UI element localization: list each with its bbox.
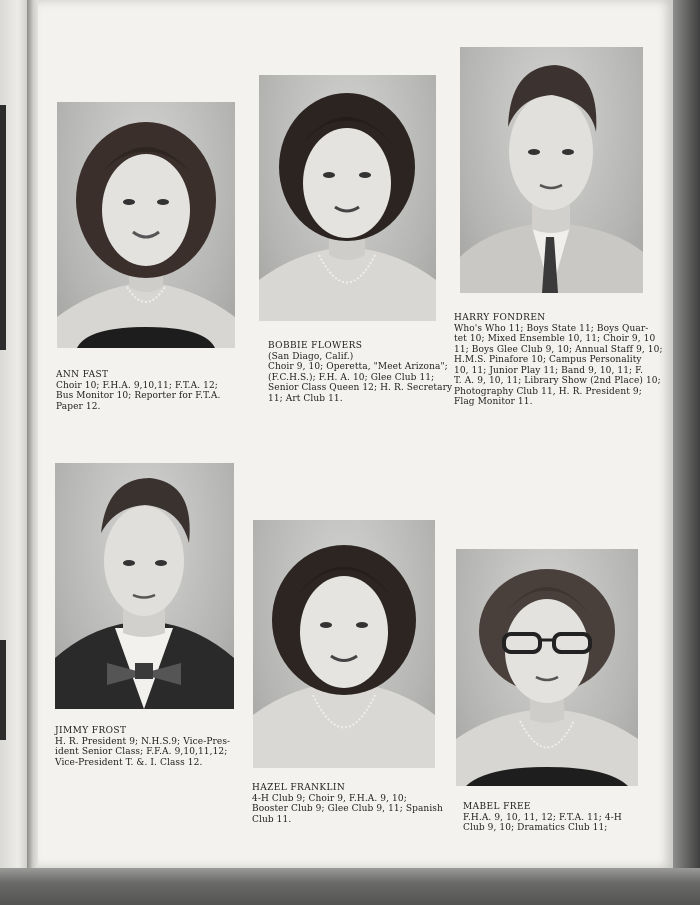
activity-line: (F.C.H.S.); F.H. A. 10; Glee Club 11; <box>268 372 435 383</box>
caption-ann-fast <box>56 370 220 412</box>
activity-line: Choir 10; F.H.A. 9,10,11; F.T.A. 12; <box>56 380 218 391</box>
portrait-harry-fondren <box>460 47 643 293</box>
caption-harry-fondren <box>454 313 663 408</box>
portrait-mabel-free <box>456 549 638 786</box>
activity-line: Vice-President T. &. I. Class 12. <box>55 757 203 768</box>
activity-line: Club 11. <box>252 814 292 825</box>
page-stack-edge <box>673 0 700 870</box>
student-name: ANN FAST <box>56 370 109 380</box>
activity-line: Bus Monitor 10; Reporter for F.T.A. <box>56 391 221 401</box>
portrait-bobbie-flowers <box>259 75 436 321</box>
portrait-jimmy-frost <box>55 463 234 709</box>
student-name: HAZEL FRANKLIN <box>252 783 346 793</box>
previous-page-mark <box>0 640 6 740</box>
caption-jimmy-frost <box>55 726 230 768</box>
activity-line: Club 9, 10; Dramatics Club 11; <box>463 823 608 833</box>
activity-line: H. R. President 9; N.H.S.9; Vice-Pres- <box>55 736 231 747</box>
activity-line: Flag Monitor 11. <box>454 397 533 407</box>
portrait-hazel-franklin <box>253 520 435 768</box>
caption-hazel-franklin <box>252 783 443 825</box>
student-name: MABEL FREE <box>463 802 531 812</box>
student-name: HARRY FONDREN <box>454 313 546 323</box>
activity-line: 11; Art Club 11. <box>268 393 343 404</box>
portrait-ann-fast <box>57 102 235 348</box>
activity-line: ident Senior Class; F.F.A. 9,10,11,12; <box>55 747 228 757</box>
activity-line: Photography Club 11, H. R. President 9; <box>454 386 642 397</box>
activity-line: F.H.A. 9, 10, 11, 12; F.T.A. 11; 4-H <box>463 812 622 823</box>
activity-line: Who's Who 11; Boys State 11; Boys Quar- <box>454 323 649 334</box>
activity-line: Booster Club 9; Glee Club 9, 11; Spanish <box>252 804 443 814</box>
student-name: BOBBIE FLOWERS <box>268 341 363 351</box>
activity-line: 4-H Club 9; Choir 9, F.H.A. 9, 10; <box>252 793 407 804</box>
activity-line: 11; Boys Glee Club 9, 10; Annual Staff 9, 10; <box>454 344 663 355</box>
activity-line: tet 10; Mixed Ensemble 10, 11; Choir 9, 10 <box>454 334 656 344</box>
activity-line: T. A. 9, 10, 11; Library Show (2nd Place) 10; <box>454 376 661 386</box>
caption-mabel-free <box>463 802 622 834</box>
activity-line: H.M.S. Pinafore 10; Campus Personality <box>454 355 642 365</box>
student-name: JIMMY FROST <box>55 726 127 736</box>
activity-line: Paper 12. <box>56 401 101 412</box>
previous-page-edge <box>0 0 30 870</box>
activity-line: Senior Class Queen 12; H. R. Secretary <box>268 383 453 393</box>
activity-line: 10, 11; Junior Play 11; Band 9, 10, 11; F. <box>454 365 644 376</box>
activity-line: Choir 9, 10; Operetta, "Meet Arizona"; <box>268 362 448 372</box>
scan-bottom-edge <box>0 868 700 905</box>
previous-page-mark <box>0 105 6 350</box>
caption-bobbie-flowers <box>268 341 452 404</box>
activity-line: (San Diago, Calif.) <box>268 351 354 362</box>
